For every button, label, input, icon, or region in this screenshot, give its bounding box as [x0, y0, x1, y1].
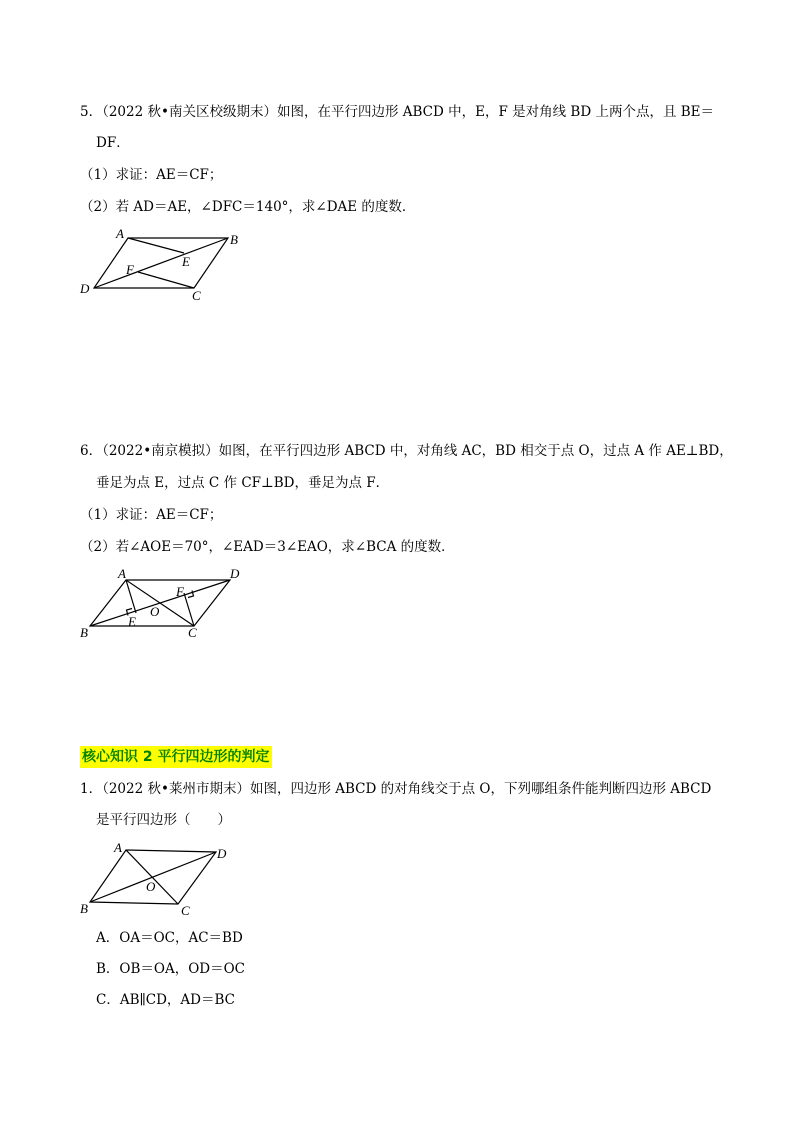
q5-part2: （2）若 AD＝AE，∠DFC＝140°，求∠DAE 的度数． — [80, 199, 416, 215]
q5-stem-line1: 5．（2022 秋•南关区校级期末）如图，在平行四边形 ABCD 中，E，F 是对角线 BD 上两个点，且 BE＝ — [80, 104, 715, 120]
q6-label-d: D — [230, 566, 240, 581]
q1-option-a[interactable]: A．OA＝OC，AC＝BD — [96, 930, 243, 946]
q6-segment-ae — [126, 580, 136, 613]
q6-segment-cf — [184, 593, 194, 626]
q6-part2: （2）若∠AOE＝70°，∠EAD＝3∠EAO，求∠BCA 的度数． — [80, 539, 455, 555]
q1-parallelogram-figure — [76, 838, 266, 920]
q6-part1: （1）求证：AE＝CF； — [80, 507, 223, 523]
q5-label-b: B — [230, 232, 238, 247]
q5-parallelogram-figure — [76, 226, 276, 306]
q6-stem-line2: 垂足为点 E，过点 C 作 CF⊥BD，垂足为点 F． — [96, 475, 390, 491]
q5-segment-cf — [138, 272, 194, 288]
q5-label-e: E — [182, 254, 190, 269]
q5-stem-line2: DF． — [96, 135, 130, 151]
q1-label-o: O — [146, 879, 156, 894]
q1-stem-line2: 是平行四边形（ ） — [96, 812, 231, 828]
q6-stem-line1: 6．（2022•南京模拟）如图，在平行四边形 ABCD 中，对角线 AC，BD 相交于点 O，过点 A 作 AE⊥BD， — [80, 443, 733, 459]
q1-option-c[interactable]: C．AB∥CD，AD＝BC — [96, 992, 235, 1008]
q6-label-o: O — [150, 604, 160, 619]
q5-label-a: A — [116, 226, 124, 241]
q6-label-a: A — [118, 566, 126, 581]
q6-label-f: F — [176, 584, 184, 599]
q6-label-b: B — [80, 625, 88, 640]
q5-diagonal-bd — [94, 238, 228, 288]
q5-label-d: D — [80, 281, 90, 296]
q5-label-f: F — [126, 262, 134, 277]
q1-stem-line1: 1．（2022 秋•莱州市期末）如图，四边形 ABCD 的对角线交于点 O，下列哪组条件能判断四边形 ABCD — [80, 781, 712, 797]
q5-label-c: C — [192, 288, 201, 303]
q1-label-c: C — [181, 903, 190, 918]
q6-label-c: C — [188, 625, 197, 640]
q1-option-b[interactable]: B．OB＝OA，OD＝OC — [96, 961, 246, 977]
q6-parallelogram-figure — [76, 562, 276, 644]
q1-label-a: A — [114, 840, 122, 855]
q6-label-e: E — [128, 614, 136, 629]
q1-label-d: D — [217, 846, 227, 861]
section-heading: 核心知识 2 平行四边形的判定 — [80, 746, 272, 768]
q1-label-b: B — [80, 901, 88, 916]
q5-segment-ae — [128, 238, 184, 253]
q5-part1: （1）求证：AE＝CF； — [80, 167, 223, 183]
